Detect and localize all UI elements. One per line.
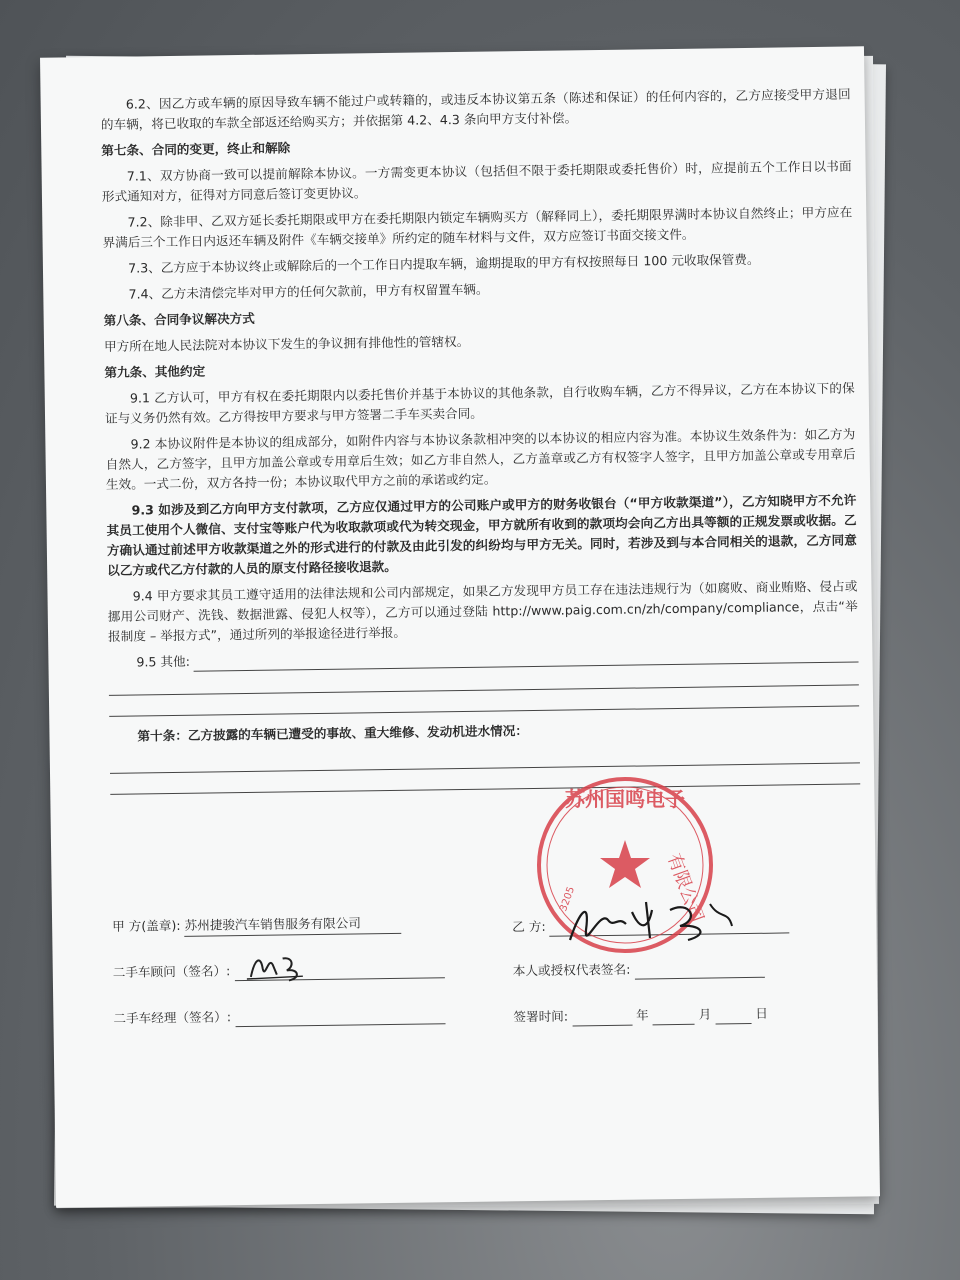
manager-signature-line[interactable] bbox=[235, 1005, 445, 1027]
contract-page bbox=[40, 46, 880, 1207]
party-a-label: 甲 方(盖章): bbox=[112, 917, 181, 934]
clause-6-2: 6.2、因乙方或车辆的原因导致车辆不能过户或转籍的，或违反本协议第五条（陈述和保证）的任何内容的，乙方应接受甲方退回的车辆，将已收取的车款全部返还给购买方；并依据第 4.2、4.3 条向甲方支付补偿。 bbox=[100, 86, 851, 132]
clause-9-2: 9.2 本协议附件是本协议的组成部分，如附件内容与本协议条款相冲突的以本协议的相应内容为准。本协议生效条件为：如乙方为自然人，乙方签字，且甲方加盖公章或专用章后生效；如乙方非自然人，乙方盖章或乙方有权签字人签字，且甲方加盖公章或专用章后生效。一式二份，双方各持一份；本协议取代甲方之前的承诺或约定。 bbox=[105, 426, 856, 492]
svg-text:苏州国鸣电子: 苏州国鸣电子 bbox=[565, 787, 685, 811]
article-10-heading: 第十条：乙方披露的车辆已遭受的事故、重大维修、发动机进水情况： bbox=[137, 723, 528, 744]
day-label: 日 bbox=[755, 1005, 769, 1021]
signature-block bbox=[112, 907, 854, 1077]
svg-text:有限公司: 有限公司 bbox=[662, 850, 708, 926]
article-9-heading: 第九条、其他约定 bbox=[104, 363, 206, 380]
advisor-signature-line[interactable] bbox=[234, 959, 444, 981]
month-field[interactable] bbox=[653, 1006, 695, 1026]
advisor-label: 二手车顾问（签名）: bbox=[112, 963, 231, 980]
clause-7-1: 7.1、双方协商一致可以提前解除本协议。一方需变更本协议（包括但不限于委托期限或委托售价）时，应提前五个工作日以书面形式通知对方，征得对方同意后签订变更协议。 bbox=[101, 158, 852, 204]
svg-text:3205: 3205 bbox=[558, 885, 578, 913]
clause-7-4: 7.4、乙方未清偿完毕对甲方的任何欠款前，甲方有权留置车辆。 bbox=[128, 281, 489, 302]
clause-9-5-label: 9.5 其他: bbox=[136, 653, 191, 670]
party-b-row bbox=[512, 913, 790, 937]
rep-signature-line[interactable] bbox=[634, 959, 764, 980]
rep-label: 本人或授权代表签名: bbox=[512, 961, 631, 979]
article-8-heading: 第八条、合同争议解决方式 bbox=[103, 310, 255, 328]
party-a-company: 苏州捷骏汽车销售服务有限公司 bbox=[184, 913, 401, 937]
advisor-row bbox=[113, 958, 445, 983]
day-field[interactable] bbox=[715, 1005, 751, 1025]
clause-9-1: 9.1 乙方认可，甲方有权在委托期限内以委托售价并基于本协议的其他条款，自行收购车辆，乙方不得异议，乙方在本协议下的保证与义务仍然有效。乙方得按甲方要求与甲方签署二手车买卖合同。 bbox=[104, 380, 855, 426]
clause-9-4: 9.4 甲方要求其员工遵守适用的法律法规和公司内部规定，如果乙方发现甲方员工存在违法违规行为（如腐败、商业贿赂、侵占或挪用公司财产、洗钱、数据泄露、侵犯人权等），乙方可以通过登陆 http://www.paig.com.cn/zh/company/compliance，点击“举报制度 – 举报方式”，通过所列的举报途径进行举报。 bbox=[107, 578, 858, 644]
rep-row bbox=[513, 958, 765, 982]
manager-label: 二手车经理（签名）: bbox=[113, 1009, 232, 1026]
year-field[interactable] bbox=[572, 1007, 632, 1027]
contract-body bbox=[101, 84, 861, 794]
clause-9-3: 9.3 如涉及到乙方向甲方支付款项，乙方应仅通过甲方的公司账户或甲方的财务收银台（“甲方收款渠道”），乙方知晓甲方不允许其员工使用个人微信、支付宝等账户代为收取款项或代为转交现金，甲方就所有收到的款项均会向乙方出具等额的正规发票或收据。乙方确认通过前述甲方收款渠道之外的形式进行的付款及由此引发的纠纷均与甲方无关。同时，若涉及到与本合同相关的退款，乙方同意以乙方或代乙方付款的人员的原支付路径接收退款。 bbox=[106, 492, 857, 578]
party-a-row bbox=[112, 913, 401, 938]
year-label: 年 bbox=[635, 1007, 649, 1023]
clause-8: 甲方所在地人民法院对本协议下发生的争议拥有排他性的管辖权。 bbox=[103, 333, 470, 354]
manager-row bbox=[113, 1004, 445, 1029]
date-label: 签署时间: bbox=[513, 1008, 569, 1025]
month-label: 月 bbox=[698, 1006, 712, 1022]
article-7-heading: 第七条、合同的变更，终止和解除 bbox=[101, 140, 291, 158]
date-row bbox=[513, 1004, 768, 1028]
clause-7-3: 7.3、乙方应于本协议终止或解除后的一个工作日内提取车辆，逾期提取的甲方有权按照每日 100 元收取保管费。 bbox=[128, 251, 760, 276]
clause-7-2: 7.2、除非甲、乙双方延长委托期限或甲方在委托期限内锁定车辆购买方（解释同上），委托期限界满时本协议自然终止；甲方应在界满后三个工作日内返还车辆及附件《车辆交接单》所约定的随车材料与文件，双方应签订书面交接文件。 bbox=[102, 204, 853, 250]
party-b-label: 乙 方: bbox=[512, 918, 546, 935]
party-b-line[interactable] bbox=[550, 914, 790, 936]
